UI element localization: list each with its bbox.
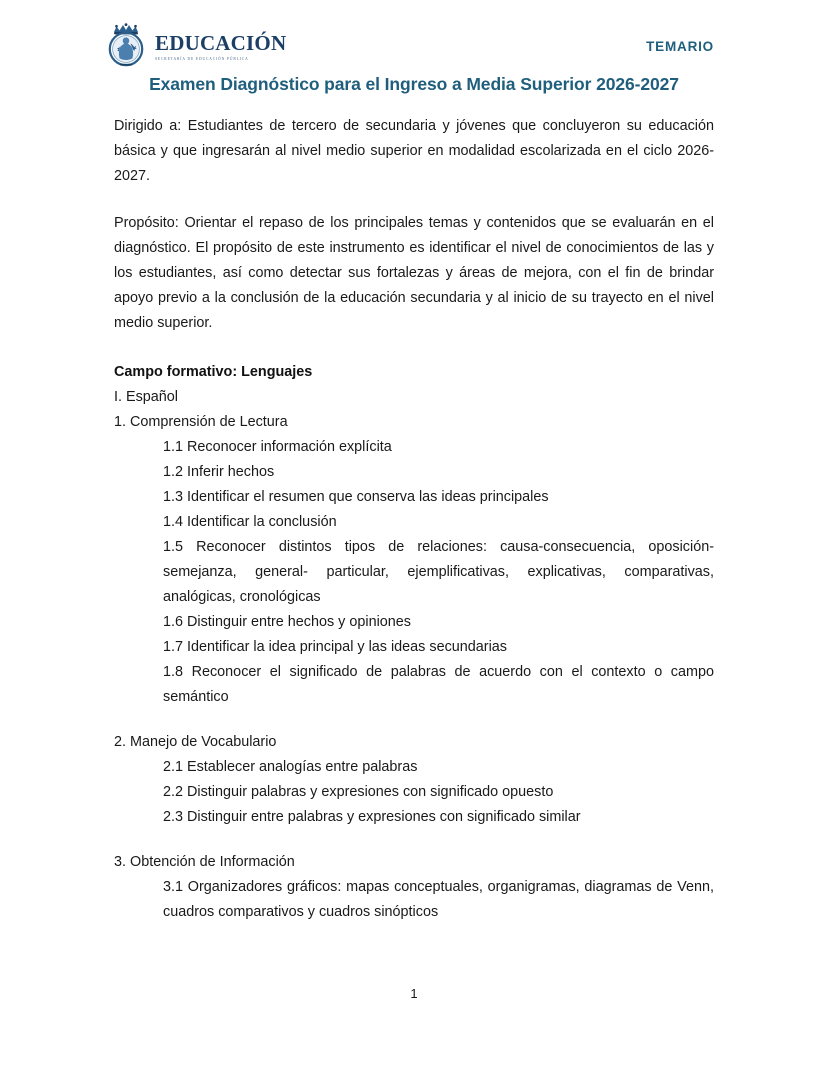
topic-heading-1: 1. Comprensión de Lectura bbox=[114, 414, 288, 430]
topic-item: 1.5 Reconocer distintos tipos de relaciones: causa-consecuencia, oposición-semejanza, general- particular, ejemplificativas, explicativas, comparativas, analógicas, cronológicas bbox=[163, 539, 714, 605]
spacer bbox=[114, 710, 714, 730]
brand-lockup bbox=[104, 22, 286, 68]
topic-item: 1.8 Reconocer el significado de palabras de acuerdo con el contexto o campo semántico bbox=[163, 664, 714, 705]
topic-item: 1.4 Identificar la conclusión bbox=[163, 514, 337, 530]
topic-item: 1.3 Identificar el resumen que conserva las ideas principales bbox=[163, 489, 549, 505]
topic-heading-2: 2. Manejo de Vocabulario bbox=[114, 734, 277, 750]
spacer bbox=[114, 336, 714, 360]
topic-item: 2.1 Establecer analogías entre palabras bbox=[163, 759, 418, 775]
spacer bbox=[114, 830, 714, 850]
document-header bbox=[0, 0, 828, 110]
topic-item: 1.1 Reconocer información explícita bbox=[163, 439, 392, 455]
document-body bbox=[114, 114, 714, 925]
subject-heading: I. Español bbox=[114, 389, 178, 405]
section-label: TEMARIO bbox=[646, 39, 714, 54]
sep-education-seal-icon bbox=[104, 22, 148, 68]
topic-item: 2.3 Distinguir entre palabras y expresiones con significado similar bbox=[163, 809, 581, 825]
topic-item: 1.6 Distinguir entre hechos y opiniones bbox=[163, 614, 411, 630]
topic-heading-3: 3. Obtención de Información bbox=[114, 854, 295, 870]
brand-wordmark bbox=[155, 27, 286, 62]
spacer bbox=[114, 189, 714, 211]
brand-wordmark-subtitle: SECRETARÍA DE EDUCACIÓN PÚBLICA bbox=[155, 57, 249, 62]
paragraph-addressed-to: Dirigido a: Estudiantes de tercero de secundaria y jóvenes que concluyeron su educación básica y que ingresarán al nivel medio superior en modalidad escolarizada en el ciclo 2026-2027. bbox=[114, 118, 714, 184]
page-title: Examen Diagnóstico para el Ingreso a Media Superior 2026-2027 bbox=[149, 74, 679, 94]
topic-item: 2.2 Distinguir palabras y expresiones con significado opuesto bbox=[163, 784, 554, 800]
topic-item: 3.1 Organizadores gráficos: mapas conceptuales, organigramas, diagramas de Venn, cuadros comparativos y cuadros sinópticos bbox=[163, 879, 714, 920]
brand-wordmark-title: EDUCACIÓN bbox=[155, 31, 287, 56]
page-number: 1 bbox=[410, 986, 418, 1001]
paragraph-purpose: Propósito: Orientar el repaso de los principales temas y contenidos que se evaluarán en el diagnóstico. El propósito de este instrumento es identificar el nivel de conocimientos de las y los estudiantes, así como detectar sus fortalezas y áreas de mejora, con el fin de brindar apoyo previo a la conclusión de la educación secundaria y al inicio de su trayecto en el nivel medio superior. bbox=[114, 215, 714, 331]
campo-formativo-heading: Campo formativo: Lenguajes bbox=[114, 364, 313, 380]
topic-item: 1.7 Identificar la idea principal y las ideas secundarias bbox=[163, 639, 507, 655]
topic-item: 1.2 Inferir hechos bbox=[163, 464, 275, 480]
